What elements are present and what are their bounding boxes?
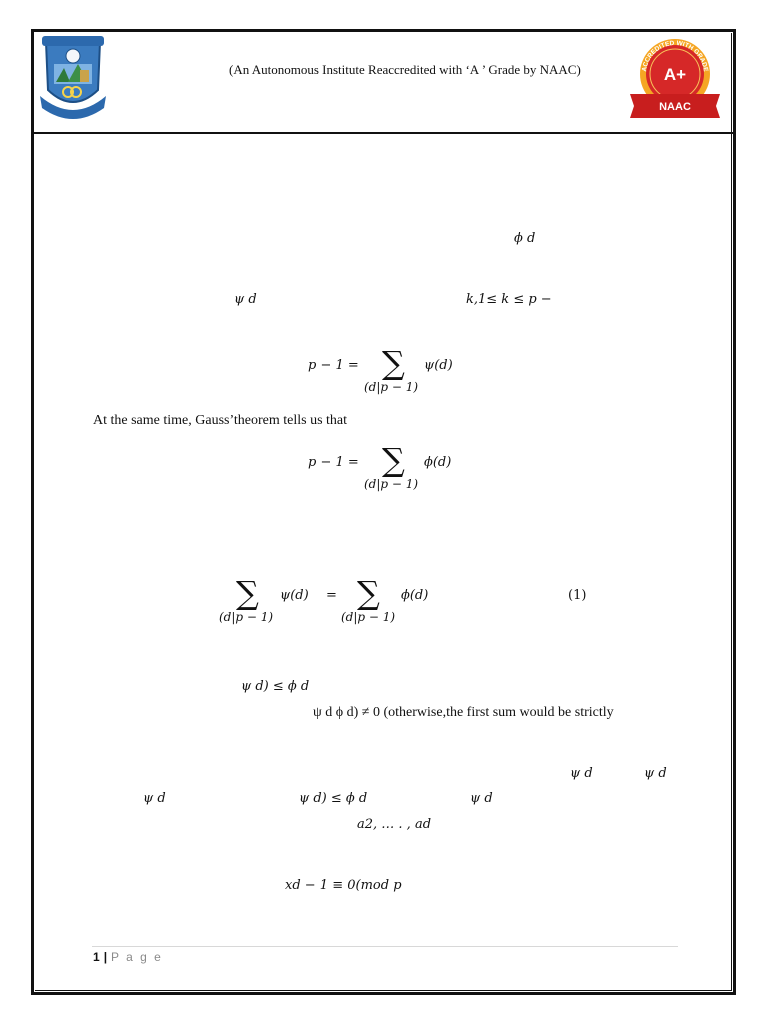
naac-ring-text: ACCREDITED WITH GRADE: [641, 39, 709, 73]
math-psi-d: ψ d: [234, 292, 257, 307]
math-k-range: k,1≤ k ≤ p −: [466, 292, 552, 307]
page-border-shadow: [35, 33, 732, 991]
eq2-sigma: ∑: [382, 441, 405, 479]
math-psi-d-right-1: ψ d: [570, 766, 593, 781]
naac-badge: [626, 36, 724, 120]
page-label: P a g e: [111, 950, 163, 964]
eq3-left-sigma: ∑: [236, 574, 259, 612]
eq3-left-term: ψ(d): [280, 588, 309, 603]
naac-ribbon-text: NAAC: [659, 101, 691, 113]
eq1-sigma: ∑: [382, 344, 405, 382]
eq1-term: ψ(d): [424, 358, 453, 373]
text-not-equal-zero: ψ d ϕ d) ≠ 0 (otherwise,the first sum would be strictly: [313, 705, 614, 720]
institute-logo: [38, 34, 108, 120]
eq3-right-term: ϕ(d): [401, 588, 429, 603]
naac-grade: A+: [663, 65, 687, 84]
eq3-right-subscript: (d|p − 1): [341, 610, 396, 624]
header-divider: [34, 132, 733, 134]
eq3-number: (1): [568, 588, 587, 603]
eq3-equals: =: [326, 588, 337, 603]
math-psi-d-right-2: ψ d: [644, 766, 667, 781]
eq2-lhs: p − 1 =: [308, 455, 359, 470]
page-number: 1: [93, 950, 100, 964]
eq2-term: ϕ(d): [424, 455, 452, 470]
footer-separator: |: [103, 950, 108, 964]
eq2-subscript: (d|p − 1): [364, 477, 419, 491]
gauss-theorem-sentence: At the same time, Gauss’theorem tells us that: [93, 413, 348, 428]
footer-divider: [92, 946, 678, 947]
eq3-left-subscript: (d|p − 1): [219, 610, 274, 624]
eq3-right-sigma: ∑: [357, 574, 380, 612]
math-a2-ad: a2, … . , ad: [357, 817, 432, 832]
eq1-subscript: (d|p − 1): [364, 380, 419, 394]
institute-accreditation-note: (An Autonomous Institute Reaccredited with ‘A ’ Grade by NAAC): [229, 62, 581, 77]
math-phi-d: ϕ d: [514, 231, 536, 246]
math-psi-le-phi: ψ d) ≤ ϕ d: [241, 679, 310, 694]
eq1-lhs: p − 1 =: [308, 358, 359, 373]
math-psi-le-phi-row2: ψ d) ≤ ϕ d: [299, 791, 368, 806]
math-psi-d-row2-c: ψ d: [470, 791, 493, 806]
math-psi-d-row2-a: ψ d: [143, 791, 166, 806]
math-congruence: xd − 1 ≡ 0(mod p: [285, 878, 402, 893]
page-footer: [93, 948, 163, 966]
